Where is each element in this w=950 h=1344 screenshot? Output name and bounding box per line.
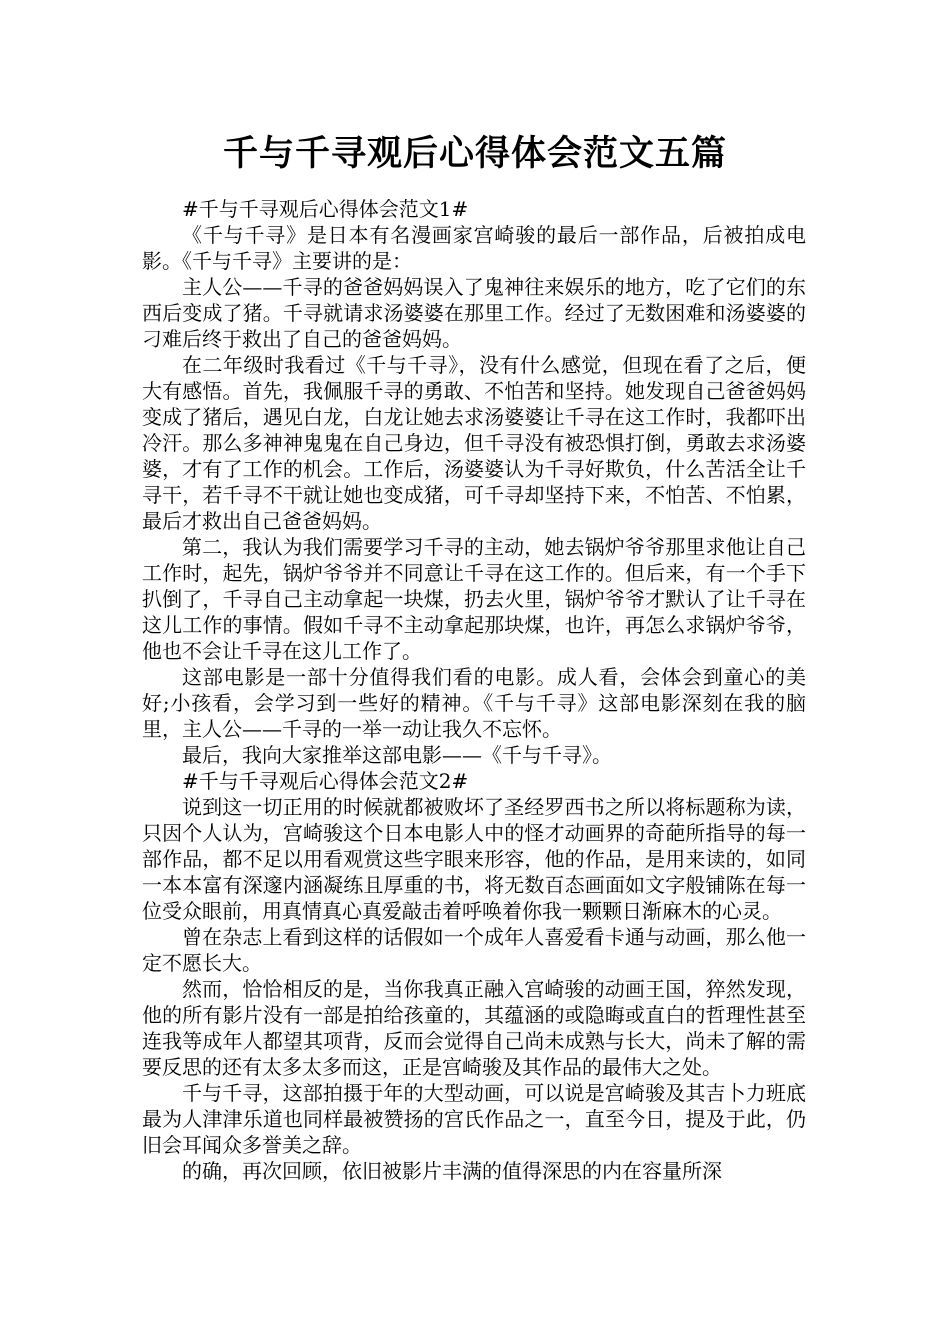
section-heading-2: #千与千寻观后心得体会范文2# (182, 769, 469, 793)
paragraph: 在二年级时我看过《千与千寻》，没有什么感觉，但现在看了之后，便大有感悟。首先，我佩服千寻的勇敢、不怕苦和坚持。她发现自己爸爸妈妈变成了猪后，遇见白龙，白龙让她去求汤婆婆让千寻在这工作时，我都吓出冷汗。那么多神神鬼鬼在自己身边，但千寻没有被恐惧打倒，勇敢去求汤婆婆，才有了工作的机会。工作后，汤婆婆认为千寻好欺负，什么苦活全让千寻干，若千寻不干就让她也变成猪，可千寻却坚持下来，不怕苦、不怕累，最后才救出自己爸爸妈妈。 (142, 353, 806, 533)
paragraph: 然而，恰恰相反的是，当你我真正融入宫崎骏的动画王国，猝然发现，他的所有影片没有一部是拍给孩童的，其蕴涵的或隐晦或直白的哲理性甚至连我等成年人都望其项背，反而会觉得自己尚未成熟与长大，尚未了解的需要反思的还有太多太多而这，正是宫崎骏及其作品的最伟大之处。 (142, 977, 806, 1079)
document-body (142, 196, 806, 1184)
section-heading-1: #千与千寻观后心得体会范文1# (182, 197, 469, 221)
paragraph: 《千与千寻》是日本有名漫画家宫崎骏的最后一部作品，后被拍成电影。《千与千寻》主要讲的是： (142, 223, 806, 273)
paragraph: 主人公——千寻的爸爸妈妈误入了鬼神往来娱乐的地方，吃了它们的东西后变成了猪。千寻就请求汤婆婆在那里工作。经过了无数困难和汤婆婆的刁难后终于救出了自己的爸爸妈妈。 (142, 275, 806, 351)
paragraph: 曾在杂志上看到这样的话假如一个成年人喜爱看卡通与动画，那么他一定不愿长大。 (142, 925, 806, 975)
paragraph: 最后，我向大家推举这部电影——《千与千寻》。 (182, 743, 612, 767)
paragraph: 说到这一切正用的时候就都被败坏了圣经罗西书之所以将标题称为读，只因个人认为，宫崎骏这个日本电影人中的怪才动画界的奇葩所指导的每一部作品，都不足以用看观赏这些字眼来形容，他的作品，是用来读的，如同一本本富有深邃内涵凝练且厚重的书，将无数百态画面如文字般铺陈在每一位受众眼前，用真情真心真爱敲击着呼唤着你我一颗颗日渐麻木的心灵。 (142, 795, 806, 923)
document-title: 千与千寻观后心得体会范文五篇 (222, 134, 727, 174)
paragraph: 千与千寻，这部拍摄于年的大型动画，可以说是宫崎骏及其吉卜力班底最为人津津乐道也同样最被赞扬的宫氏作品之一，直至今日，提及于此，仍旧会耳闻众多誉美之辞。 (142, 1081, 806, 1157)
paragraph: 这部电影是一部十分值得我们看的电影。成人看，会体会到童心的美好;小孩看，会学习到一些好的精神。《千与千寻》这部电影深刻在我的脑里，主人公——千寻的一举一动让我久不忘怀。 (142, 665, 806, 741)
paragraph: 的确，再次回顾，依旧被影片丰满的值得深思的内在容量所深 (182, 1159, 722, 1183)
paragraph: 第二，我认为我们需要学习千寻的主动，她去锅炉爷爷那里求他让自己工作时，起先，锅炉爷爷并不同意让千寻在这工作的。但后来，有一个手下扒倒了，千寻自己主动拿起一块煤，扔去火里，锅炉爷爷才默认了让千寻在这儿工作的事情。假如千寻不主动拿起那块煤，也许，再怎么求锅炉爷爷，他也不会让千寻在这儿工作了。 (142, 535, 806, 663)
